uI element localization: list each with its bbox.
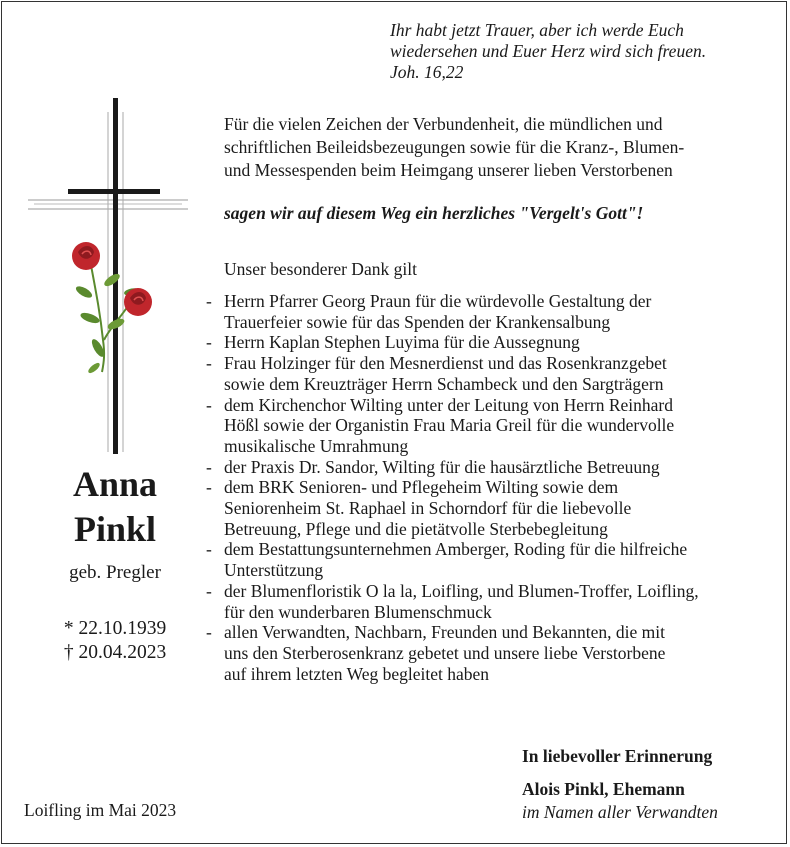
intro-line: schriftlichen Beileidsbezeugungen sowie für die Kranz-, Blumen- <box>224 137 685 157</box>
list-item <box>200 581 780 622</box>
list-item-line: sowie dem Kreuzträger Herrn Schambeck und den Sargträgern <box>224 373 664 394</box>
intro-paragraph <box>224 113 764 182</box>
list-item-line: Betreuung, Pflege und die pietätvolle Sterbebegleitung <box>224 518 608 539</box>
list-bullet: - <box>206 580 212 601</box>
list-item-line: dem Kirchenchor Wilting unter der Leitung von Herrn Reinhard <box>224 394 673 415</box>
list-item-line: für den wunderbaren Blumenschmuck <box>224 601 492 622</box>
list-item-line: Seniorenheim St. Raphael in Schorndorf für die liebevolle <box>224 498 632 519</box>
list-item-line: Trauerfeier sowie für das Spenden der Krankensalbung <box>224 311 611 332</box>
cross-icon <box>28 92 198 462</box>
birth-date: * 22.10.1939 <box>63 618 167 639</box>
death-date: † 20.04.2023 <box>63 642 167 663</box>
list-item <box>200 457 780 478</box>
maiden-name: geb. Pregler <box>69 562 161 583</box>
list-item-line: Herrn Pfarrer Georg Praun für die würdevolle Gestaltung der <box>224 291 652 311</box>
thanks-list <box>200 291 780 684</box>
closing-signer: Alois Pinkl, Ehemann <box>522 779 685 799</box>
list-bullet: - <box>206 353 212 374</box>
roses-icon <box>72 242 152 375</box>
verse-reference: Joh. 16,22 <box>390 62 464 82</box>
list-item-line: Frau Holzinger für den Mesnerdienst und das Rosenkranzgebet <box>224 353 667 374</box>
list-item <box>200 622 780 684</box>
list-item <box>200 332 780 353</box>
verse-line: Ihr habt jetzt Trauer, aber ich werde Euch <box>390 20 684 40</box>
list-item <box>200 353 780 394</box>
list-item-line: Herrn Kaplan Stephen Luyima für die Aussegnung <box>224 332 580 353</box>
list-bullet: - <box>206 477 212 498</box>
place-date: Loifling im Mai 2023 <box>24 800 177 820</box>
list-item-line: uns den Sterberosenkranz gebetet und unsere liebe Verstorbene <box>224 642 666 663</box>
list-bullet: - <box>206 622 212 643</box>
list-item <box>200 539 780 580</box>
intro-line: Für die vielen Zeichen der Verbundenheit, die mündlichen und <box>224 114 663 134</box>
list-item-line: musikalische Umrahmung <box>224 435 409 456</box>
list-item-line: auf ihrem letzten Weg begleitet haben <box>224 663 490 684</box>
closing-signer-sub: im Namen aller Verwandten <box>522 802 718 822</box>
list-item <box>200 395 780 457</box>
deceased-last-name: Pinkl <box>73 509 157 549</box>
list-item <box>200 477 780 539</box>
list-item-line: dem BRK Senioren- und Pflegeheim Wilting sowie dem <box>224 477 619 498</box>
list-bullet: - <box>206 394 212 415</box>
special-thanks-heading: Unser besonderer Dank gilt <box>224 259 417 279</box>
list-bullet: - <box>206 456 212 477</box>
verse-line: wiedersehen und Euer Herz wird sich freuen. <box>390 41 707 61</box>
list-item <box>200 291 780 332</box>
list-item-line: dem Bestattungsunternehmen Amberger, Roding für die hilfreiche <box>224 539 688 560</box>
intro-line: und Messespenden beim Heimgang unserer lieben Verstorbenen <box>224 160 673 180</box>
closing-memory: In liebevoller Erinnerung <box>522 746 713 766</box>
thanks-line: sagen wir auf diesem Weg ein herzliches "Vergelt's Gott"! <box>224 203 644 223</box>
list-item-line: allen Verwandten, Nachbarn, Freunden und Bekannten, die mit <box>224 622 665 643</box>
deceased-first-name: Anna <box>72 464 158 504</box>
list-bullet: - <box>206 291 212 311</box>
list-item-line: der Praxis Dr. Sandor, Wilting für die hausärztliche Betreuung <box>224 456 660 477</box>
list-bullet: - <box>206 332 212 353</box>
list-item-line: der Blumenfloristik O la la, Loifling, und Blumen-Troffer, Loifling, <box>224 580 699 601</box>
list-item-line: Hößl sowie der Organistin Frau Maria Greil für die wundervolle <box>224 415 675 436</box>
life-dates <box>40 617 190 665</box>
bible-verse <box>390 20 706 83</box>
list-item-line: Unterstützung <box>224 560 324 581</box>
list-bullet: - <box>206 539 212 560</box>
